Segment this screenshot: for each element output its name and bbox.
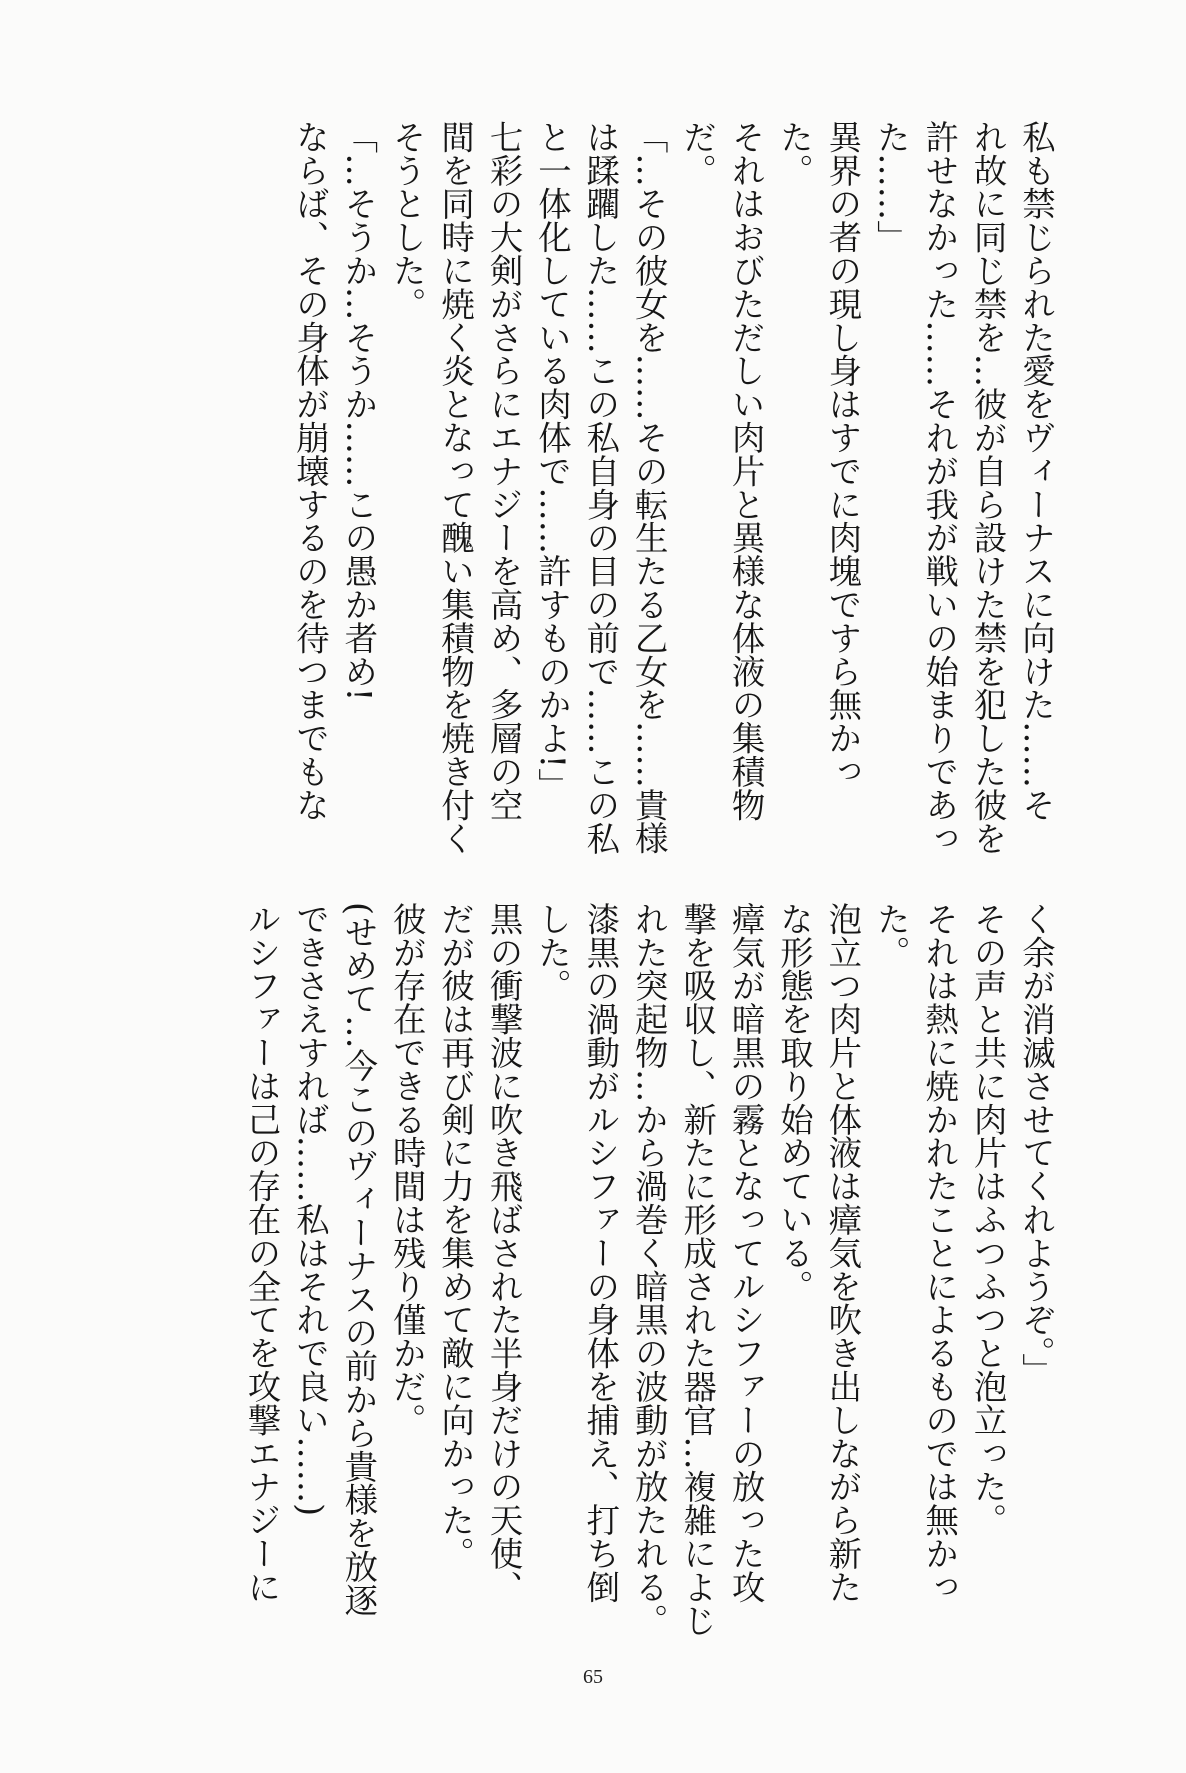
text-line: 七彩の大剣がさらにエナジーを高め、多層の空 [484, 120, 524, 822]
text-line: それはおびただしい肉片と異様な体液の集積物 [726, 120, 766, 822]
text-line: それは熱に焼かれたことによるものでは無かっ [920, 902, 960, 1604]
text-line: ならば、その身体が崩壊するのを待つまでもな [290, 120, 330, 822]
text-line: 漆黒の渦動がルシファーの身体を捕え、打ち倒 [581, 902, 621, 1604]
text-line: と一体化している肉体で……許すものかよ!」 [532, 120, 572, 802]
text-line: は蹂躙した……この私自身の目の前で……この私 [581, 120, 621, 855]
text-line: く余が消滅させてくれようぞ。」 [1017, 902, 1056, 1387]
text-line: した。 [532, 902, 572, 1003]
text-line: 彼が存在できる時間は残り僅かだ。 [387, 902, 427, 1437]
text-line: 「…その彼女を……その転生たる乙女を……貴様 [629, 120, 669, 855]
text-line: た。 [774, 120, 814, 187]
text-line: 「…そうか…そうか……この愚か者め! [339, 120, 379, 702]
text-line: 間を同時に焼く炎となって醜い集積物を焼き付く [436, 120, 476, 855]
text-line: だが彼は再び剣に力を集めて敵に向かった。 [436, 902, 476, 1570]
text-line: 黒の衝撃波に吹き飛ばされた半身だけの天使、 [484, 902, 524, 1604]
text-line: 許せなかった……それが我が戦いの始まりであっ [920, 120, 960, 855]
text-line: その声と共に肉片はふつふつと泡立った。 [968, 902, 1008, 1537]
text-line: た……」 [871, 120, 911, 254]
text-line: 瘴気が暗黒の霧となってルシファーの放った攻 [726, 902, 766, 1604]
text-line: れた突起物…から渦巻く暗黒の波動が放たれる。 [629, 902, 669, 1637]
text-line: だ。 [678, 120, 718, 187]
text-line: れ故に同じ禁を…彼が自ら設けた禁を犯した彼を [968, 120, 1008, 855]
text-line: 撃を吸収し、新たに形成された器官…複雑によじ [678, 902, 718, 1637]
text-block-upper [120, 120, 1060, 855]
page-number: 65 [583, 1666, 603, 1688]
text-line: できさえすれば……私はそれで良い……) [290, 902, 330, 1517]
text-line: そうとした。 [387, 120, 427, 321]
text-block-lower [120, 902, 1060, 1637]
text-line: (せめて…今このヴィーナスの前から貴様を放逐 [339, 902, 379, 1617]
text-line: 異界の者の現し身はすでに肉塊ですら無かっ [823, 120, 863, 788]
text-line: 私も禁じられた愛をヴィーナスに向けた……そ [1017, 120, 1056, 822]
text-line: ルシファーは己の存在の全てを攻撃エナジーに [242, 902, 282, 1604]
text-line: 泡立つ肉片と体液は瘴気を吹き出しながら新た [823, 902, 863, 1604]
text-line: な形態を取り始めている。 [774, 902, 814, 1303]
text-line: た。 [871, 902, 911, 969]
